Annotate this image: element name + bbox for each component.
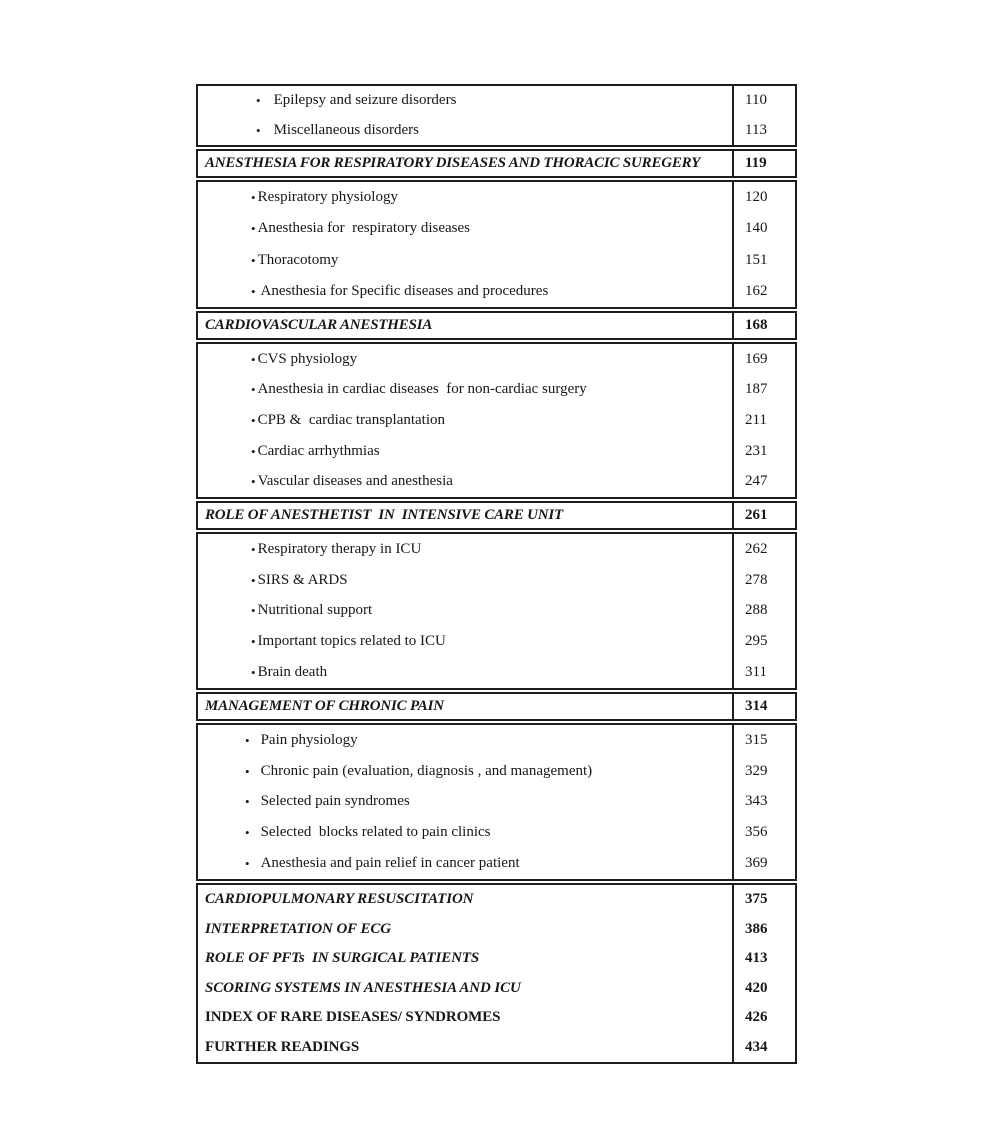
toc-row <box>198 694 795 719</box>
toc-page-number: 140 <box>732 213 795 244</box>
toc-subitem-group <box>196 180 797 309</box>
toc-entry-text: Vascular diseases and anesthesia <box>257 473 453 490</box>
bullet-icon: • <box>251 283 256 299</box>
toc-entry-text: Selected blocks related to pain clinics <box>260 824 491 841</box>
toc-entry-label <box>198 436 732 467</box>
toc-entry-label <box>198 86 732 116</box>
toc-subitem-group <box>196 723 797 881</box>
toc-row <box>198 848 795 879</box>
toc-entry-text: Brain death <box>257 664 328 681</box>
toc-entry-text: Anesthesia for respiratory diseases <box>257 220 470 237</box>
toc-row <box>198 151 795 176</box>
toc-entry-label <box>198 1033 732 1063</box>
bullet-icon: • <box>251 572 256 588</box>
toc-entry-label <box>198 915 732 945</box>
toc-page-number: 426 <box>732 1003 795 1033</box>
toc-row <box>198 245 795 276</box>
toc-subitem-group <box>196 532 797 690</box>
toc-row <box>198 436 795 467</box>
toc-page-number: 113 <box>732 116 795 146</box>
toc-entry-text: SIRS & ARDS <box>257 571 348 588</box>
bullet-icon: • <box>251 351 256 367</box>
toc-row <box>198 375 795 406</box>
toc-row <box>198 213 795 244</box>
toc-row <box>198 503 795 528</box>
bullet-icon: • <box>251 603 256 619</box>
toc-section-header <box>196 311 797 340</box>
toc-row <box>198 725 795 756</box>
bullet-icon: • <box>251 665 256 681</box>
toc-entry-text: CVS physiology <box>257 350 358 367</box>
bullet-icon: • <box>256 93 261 109</box>
toc-entry-text: Epilepsy and seizure disorders <box>273 92 457 109</box>
toc-entry-label <box>198 182 732 213</box>
toc-row <box>198 756 795 787</box>
toc-entry-label <box>198 694 732 719</box>
toc-page-number: 311 <box>732 657 795 688</box>
toc-page-number: 262 <box>732 534 795 565</box>
toc-row <box>198 182 795 213</box>
toc-row <box>198 313 795 338</box>
toc-entry-label <box>198 344 732 375</box>
toc-entry-text: Thoracotomy <box>257 251 339 268</box>
toc-entry-text: Important topics related to ICU <box>257 633 446 650</box>
toc-entry-text: FURTHER READINGS <box>205 1038 360 1055</box>
toc-page-number: 386 <box>732 915 795 945</box>
bullet-icon: • <box>251 443 256 459</box>
toc-section-header <box>196 501 797 530</box>
toc-entry-text: Respiratory physiology <box>257 189 398 206</box>
toc-row <box>198 596 795 627</box>
bullet-icon: • <box>245 732 250 748</box>
toc-entry-label <box>198 565 732 596</box>
toc-entry-label <box>198 375 732 406</box>
toc-entry-text: INTERPRETATION OF ECG <box>205 920 392 937</box>
bullet-icon: • <box>245 825 250 841</box>
toc-page-number: 211 <box>732 405 795 436</box>
toc-entry-label <box>198 534 732 565</box>
bullet-icon: • <box>245 856 250 872</box>
toc-section-header <box>196 149 797 178</box>
bullet-icon: • <box>256 122 261 138</box>
toc-page-number: 168 <box>732 313 795 338</box>
toc-entry-text: Chronic pain (evaluation, diagnosis , and management) <box>260 762 593 779</box>
toc-row <box>198 885 795 915</box>
toc-row <box>198 944 795 974</box>
toc-entry-label <box>198 817 732 848</box>
toc-entry-text: MANAGEMENT OF CHRONIC PAIN <box>205 698 444 714</box>
toc-row <box>198 1033 795 1063</box>
toc-page-number: 119 <box>732 151 795 176</box>
toc-row <box>198 1003 795 1033</box>
bullet-icon: • <box>251 382 256 398</box>
toc-entry-label <box>198 657 732 688</box>
toc-entry-label <box>198 848 732 879</box>
toc-entry-label <box>198 626 732 657</box>
toc-entry-text: Nutritional support <box>257 602 373 619</box>
toc-entry-text: CARDIOPULMONARY RESUSCITATION <box>205 891 474 908</box>
toc-page-number: 247 <box>732 466 795 497</box>
toc-page-number: 288 <box>732 596 795 627</box>
toc-row <box>198 626 795 657</box>
toc-subitem-group <box>196 84 797 147</box>
toc-page-number: 278 <box>732 565 795 596</box>
toc-entry-text: SCORING SYSTEMS IN ANESTHESIA AND ICU <box>205 979 521 996</box>
bullet-icon: • <box>251 634 256 650</box>
toc-page-number: 151 <box>732 245 795 276</box>
toc-page-number: 369 <box>732 848 795 879</box>
toc-entry-label <box>198 313 732 338</box>
toc-page-number: 120 <box>732 182 795 213</box>
toc-entry-text: Pain physiology <box>260 731 358 748</box>
bullet-icon: • <box>251 190 256 206</box>
toc-page-number: 356 <box>732 817 795 848</box>
toc-row <box>198 534 795 565</box>
toc-page-number: 420 <box>732 974 795 1004</box>
toc-row <box>198 276 795 307</box>
toc-entry-text: Cardiac arrhythmias <box>257 442 380 459</box>
toc-row <box>198 116 795 146</box>
toc-row <box>198 974 795 1004</box>
toc-page-number: 343 <box>732 787 795 818</box>
toc-entry-text: ROLE OF PFTs IN SURGICAL PATIENTS <box>205 950 480 967</box>
toc-entry-text: Selected pain syndromes <box>260 793 410 810</box>
toc-entry-label <box>198 756 732 787</box>
toc-entry-label <box>198 944 732 974</box>
toc-entry-text: Anesthesia and pain relief in cancer patient <box>260 855 520 872</box>
bullet-icon: • <box>251 541 256 557</box>
bullet-icon: • <box>245 763 250 779</box>
toc-entry-text: ANESTHESIA FOR RESPIRATORY DISEASES AND THORACIC SUREGERY <box>205 155 701 171</box>
toc-entry-label <box>198 245 732 276</box>
toc-row <box>198 344 795 375</box>
toc-page-number: 162 <box>732 276 795 307</box>
toc-page-number: 314 <box>732 694 795 719</box>
toc-entry-label <box>198 1003 732 1033</box>
bullet-icon: • <box>245 794 250 810</box>
toc-page-number: 434 <box>732 1033 795 1063</box>
toc-entry-text: ROLE OF ANESTHETIST IN INTENSIVE CARE UNIT <box>205 507 563 523</box>
toc-entry-text: INDEX OF RARE DISEASES/ SYNDROMES <box>205 1009 501 1026</box>
toc-page-number: 261 <box>732 503 795 528</box>
toc-page-number: 413 <box>732 944 795 974</box>
toc-entry-text: Anesthesia for Specific diseases and procedures <box>257 282 549 299</box>
toc-entry-label <box>198 787 732 818</box>
bullet-icon: • <box>251 221 256 237</box>
toc-row <box>198 817 795 848</box>
toc-entry-label <box>198 725 732 756</box>
toc-entry-label <box>198 116 732 146</box>
toc-entry-label <box>198 885 732 915</box>
toc-entry-label <box>198 503 732 528</box>
toc-row <box>198 915 795 945</box>
toc-row <box>198 466 795 497</box>
toc-entry-label <box>198 151 732 176</box>
toc-row <box>198 405 795 436</box>
toc-page-number: 295 <box>732 626 795 657</box>
toc-row <box>198 565 795 596</box>
bullet-icon: • <box>251 252 256 268</box>
toc-entry-label <box>198 405 732 436</box>
toc-entry-text: Miscellaneous disorders <box>273 121 419 138</box>
toc-subitem-group <box>196 342 797 499</box>
toc-row <box>198 787 795 818</box>
toc-page-number: 315 <box>732 725 795 756</box>
toc-row <box>198 657 795 688</box>
toc-page-number: 110 <box>732 86 795 116</box>
toc-chapter-list <box>196 883 797 1064</box>
toc-entry-label <box>198 466 732 497</box>
toc-page-number: 231 <box>732 436 795 467</box>
toc-entry-text: Anesthesia in cardiac diseases for non-cardiac surgery <box>257 381 587 398</box>
toc-page-number: 375 <box>732 885 795 915</box>
toc-page-number: 329 <box>732 756 795 787</box>
bullet-icon: • <box>251 412 256 428</box>
toc-entry-label <box>198 276 732 307</box>
toc-section-header <box>196 692 797 721</box>
toc-entry-text: CARDIOVASCULAR ANESTHESIA <box>205 317 433 333</box>
toc-row <box>198 86 795 116</box>
toc-entry-text: CPB & cardiac transplantation <box>257 411 446 428</box>
toc-page-number: 187 <box>732 375 795 406</box>
toc-entry-label <box>198 596 732 627</box>
bullet-icon: • <box>251 474 256 490</box>
toc-page-number: 169 <box>732 344 795 375</box>
toc-entry-text: Respiratory therapy in ICU <box>257 540 422 557</box>
toc-entry-label <box>198 974 732 1004</box>
toc-table <box>196 84 797 1064</box>
toc-entry-label <box>198 213 732 244</box>
